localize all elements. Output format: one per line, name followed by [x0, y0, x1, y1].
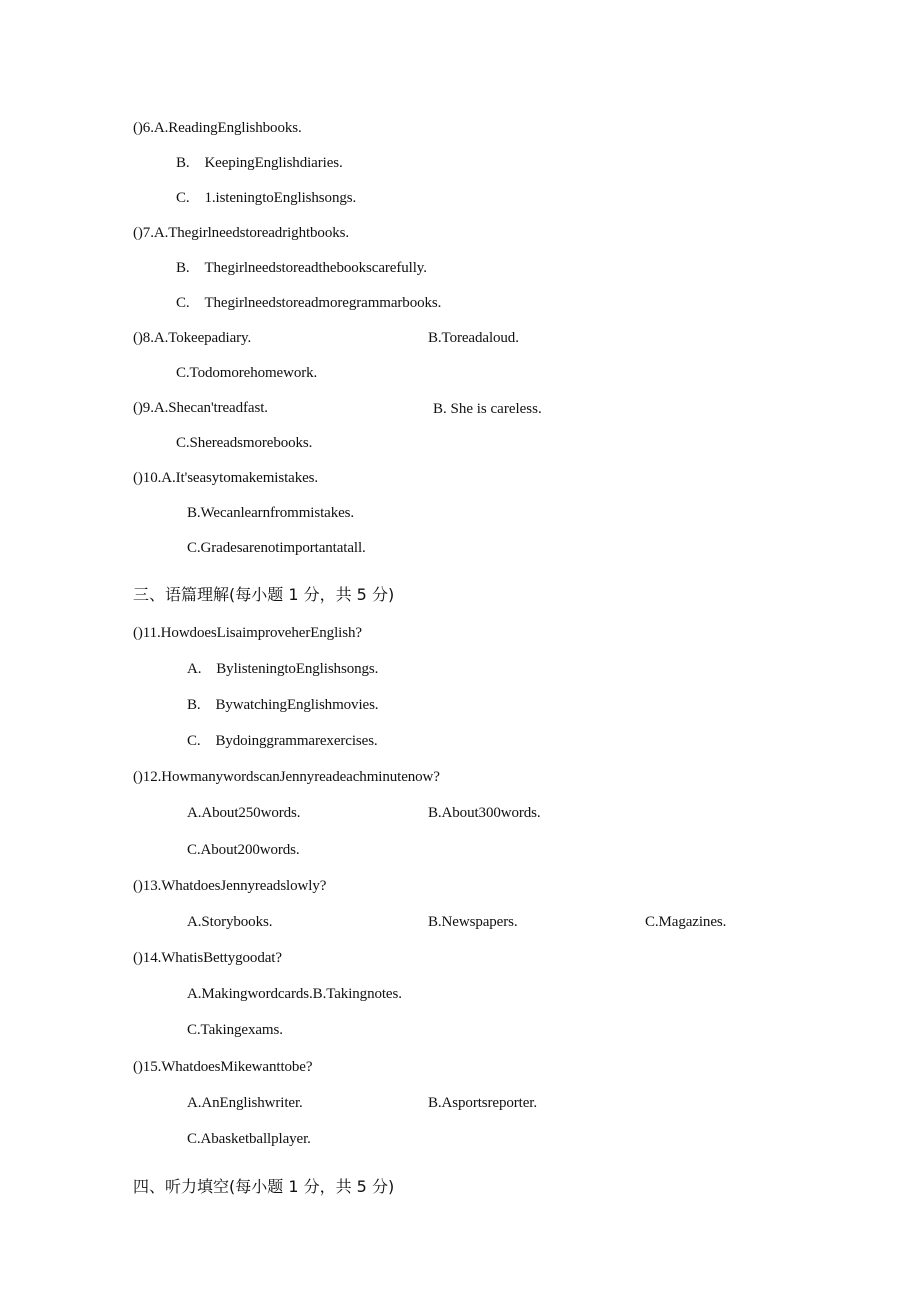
q6-option-b: B. KeepingEnglishdiaries. [176, 155, 343, 171]
q10-option-b: B.Wecanlearnfrommistakes. [187, 505, 355, 521]
q11-option-a: A. BylisteningtoEnglishsongs. [187, 661, 379, 677]
section-4-heading: 四、听力填空(每小题 1 分，共 5 分) [133, 1177, 395, 1196]
q6-option-c: C. 1.isteningtoEnglishsongs. [176, 190, 357, 206]
q13-option-c: C.Magazines. [645, 914, 727, 930]
q11-option-b: B. BywatchingEnglishmovies. [187, 697, 379, 713]
q14-option-c: C.Takingexams. [187, 1022, 283, 1038]
q11-option-c: C. Bydoinggrammarexercises. [187, 733, 378, 749]
q12-option-c: C.About200words. [187, 842, 300, 858]
q7-stem: ()7.A.Thegirlneedstoreadrightbooks. [133, 225, 350, 241]
q8-option-b: B.Toreadaloud. [428, 330, 519, 346]
q15-option-b: B.Asportsreporter. [428, 1095, 538, 1111]
q13-option-a: A.Storybooks. [187, 914, 273, 930]
q14-stem: ()14.WhatisBettygoodat? [133, 950, 282, 966]
q9-option-c: C.Shereadsmorebooks. [176, 435, 313, 451]
q13-stem: ()13.WhatdoesJennyreadslowly? [133, 878, 327, 894]
q10-option-c: C.Gradesarenotimportantatall. [187, 540, 366, 556]
q9-option-b: B. She is careless. [433, 401, 542, 417]
q15-option-a: A.AnEnglishwriter. [187, 1095, 303, 1111]
q11-stem: ()11.HowdoesLisaimproveherEnglish? [133, 625, 362, 641]
q12-option-a: A.About250words. [187, 805, 301, 821]
q10-stem: ()10.A.It'seasytomakemistakes. [133, 470, 319, 486]
q13-option-b: B.Newspapers. [428, 914, 518, 930]
q12-stem: ()12.HowmanywordscanJennyreadeachminutenow? [133, 769, 440, 785]
q8-option-c: C.Todomorehomework. [176, 365, 318, 381]
q6-stem: ()6.A.ReadingEnglishbooks. [133, 120, 302, 136]
q8-stem: ()8.A.Tokeepadiary. [133, 330, 252, 346]
q12-option-b: B.About300words. [428, 805, 541, 821]
q9-stem: ()9.A.Shecan'treadfast. [133, 400, 268, 416]
section-3-heading: 三、语篇理解(每小题 1 分，共 5 分) [133, 585, 395, 604]
q14-option-ab: A.Makingwordcards.B.Takingnotes. [187, 986, 402, 1002]
q15-stem: ()15.WhatdoesMikewanttobe? [133, 1059, 313, 1075]
q7-option-c: C. Thegirlneedstoreadmoregrammarbooks. [176, 295, 442, 311]
q15-option-c: C.Abasketballplayer. [187, 1131, 311, 1147]
q7-option-b: B. Thegirlneedstoreadthebookscarefully. [176, 260, 427, 276]
